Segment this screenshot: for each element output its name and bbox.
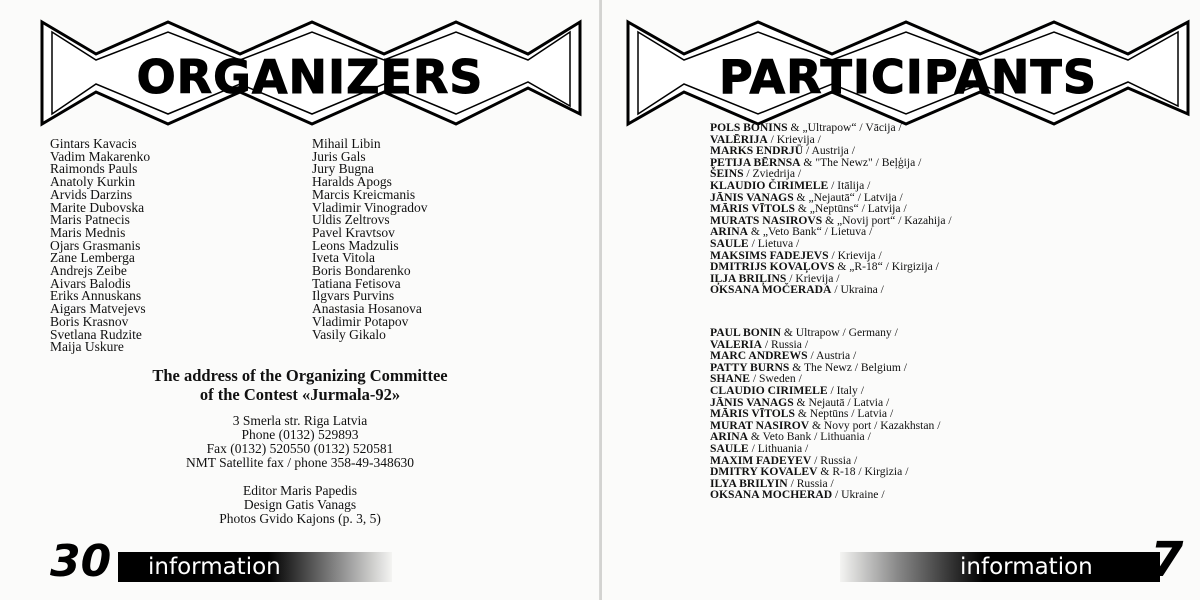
participant-details: / Krievija /	[786, 271, 840, 285]
participants-list-english	[710, 327, 940, 501]
organizer-name: Vadim Makarenko	[50, 148, 151, 164]
participant-details: & The Newz / Belgium /	[789, 360, 907, 374]
participant-details: / Russia /	[811, 453, 858, 467]
organizer-name: Maija Uskure	[50, 339, 124, 355]
organizer-name: Maris Patnecis	[50, 212, 130, 228]
organizers-list-column-1	[50, 138, 150, 354]
participant-name: DMITRIJS KOVAĻOVS	[710, 260, 835, 274]
participant-name: SHANE	[710, 372, 750, 386]
participant-details: / Itālija /	[828, 178, 871, 192]
address-heading-line-2: of the Contest «Jurmala-92»	[199, 385, 401, 404]
credit-line: Editor Maris Papedis	[243, 483, 357, 498]
participant-details: / Ukraina /	[831, 283, 884, 297]
participant-details: & „Neptūns“ / Latvija /	[794, 202, 907, 216]
address-lines	[0, 414, 600, 470]
participant-name: PATTY BURNS	[710, 360, 790, 374]
participant-name: PETIJA BĒRNSA	[710, 155, 801, 169]
participant-name: VALERIA	[710, 337, 762, 351]
organizer-name: Iveta Vitola	[312, 250, 376, 266]
participants-list-latvian	[710, 122, 952, 296]
organizer-name: Ojars Grasmanis	[50, 237, 141, 253]
participant-name: OKSANA MOCHERAD	[710, 488, 833, 502]
right-page	[602, 0, 1200, 600]
participant-name: VALĒRIJA	[710, 132, 768, 146]
participant-details: & „Veto Bank“ / Lietuva /	[748, 225, 873, 239]
organizer-name: Eriks Annuskans	[50, 288, 142, 304]
footer-bar	[840, 552, 1160, 582]
participant-details: & Nejautā / Latvia /	[793, 395, 890, 409]
participant-details: & Novy port / Kazakhstan /	[809, 418, 941, 432]
participant-details: / Ukraine /	[832, 488, 885, 502]
organizer-name: Jury Bugna	[312, 161, 374, 177]
address-heading-line-1: The address of the Organizing Committee	[152, 366, 448, 385]
page-number: 30	[50, 536, 112, 587]
participant-details: & „Novij port“ / Kazahija /	[822, 213, 952, 227]
page-title: ORGANIZERS	[136, 50, 484, 104]
organizer-name: Anatoly Kurkin	[50, 174, 136, 190]
organizer-name: Marite Dubovska	[50, 199, 145, 215]
participant-name: ARINA	[710, 225, 749, 239]
organizer-name: Tatiana Fetisova	[312, 275, 401, 291]
participant-details: & R-18 / Kirgizia /	[817, 465, 909, 479]
organizer-name: Pavel Kravtsov	[312, 224, 395, 240]
organizer-name: Ilgvars Purvins	[312, 288, 395, 304]
page-number: 7	[1150, 532, 1184, 588]
participant-name: JĀNIS VANAGS	[710, 190, 794, 204]
participant-name: MARC ANDREWS	[710, 349, 808, 363]
participant-row	[710, 489, 940, 501]
participant-name: KLAUDIO ČIRIMELE	[710, 178, 829, 192]
participant-details: & „R-18“ / Kirgizija /	[834, 260, 939, 274]
participant-details: / Krievija /	[828, 248, 882, 262]
participant-name: SAULE	[710, 441, 749, 455]
participant-details: / Austria /	[807, 349, 857, 363]
participant-name: SAULE	[710, 236, 749, 250]
organizer-name: Aigars Matvejevs	[50, 301, 146, 317]
organizers-list-column-2	[312, 138, 428, 341]
organizer-name: Vladimir Vinogradov	[312, 199, 428, 215]
participant-name: POLS BONINS	[710, 121, 788, 134]
participants-banner	[622, 18, 1194, 130]
participant-name: MAXIM FADEYEV	[710, 453, 812, 467]
participant-name: MAKSIMS FADEJEVS	[710, 248, 829, 262]
participant-details: / Krievija /	[767, 132, 821, 146]
organizer-name: Zane Lemberga	[50, 250, 135, 266]
participant-details: / Russia /	[761, 337, 809, 351]
address-heading	[0, 366, 600, 404]
participant-details: & „Nejautā“ / Latvija /	[793, 190, 903, 204]
organizer-name: Arvids Darzins	[50, 186, 133, 202]
organizer-name: Boris Krasnov	[50, 313, 129, 329]
organizer-name: Haralds Apogs	[312, 174, 392, 190]
participant-details: & „Ultrapow“ / Vācija /	[787, 121, 902, 134]
participant-details: / Austrija /	[803, 144, 855, 158]
address-line: 3 Smerla str. Riga Latvia	[232, 413, 368, 428]
participant-details: / Sweden /	[749, 372, 802, 386]
participant-name: ŠEINS	[710, 167, 744, 181]
participant-row	[710, 284, 952, 296]
participant-name: ILYA BRILYIN	[710, 476, 788, 490]
footer-label: information	[148, 554, 281, 580]
participant-name: OKSANA MOČERADA	[710, 283, 832, 297]
participant-name: IĻJA BRIĻINS	[710, 271, 787, 285]
address-line: NMT Satellite fax / phone 358-49-348630	[185, 455, 415, 470]
organizer-name: Aivars Balodis	[50, 275, 131, 291]
participant-details: / Lithuania /	[748, 441, 809, 455]
participant-name: PAUL BONIN	[710, 326, 781, 339]
organizer-name: Boris Bondarenko	[312, 263, 411, 279]
participant-details: & "The Newz" / Beļģija /	[800, 155, 922, 169]
organizer-name: Gintars Kavacis	[50, 136, 137, 151]
organizer-name: Svetlana Rudzite	[50, 326, 142, 342]
organizer-name: Raimonds Pauls	[50, 161, 138, 177]
credit-line: Photos Gvido Kajons (p. 3, 5)	[219, 511, 381, 526]
organizer-name: Maris Mednis	[50, 224, 126, 240]
participant-details: & Veto Bank / Lithuania /	[748, 430, 871, 444]
organizer-name: Anastasia Hosanova	[312, 301, 422, 317]
participant-details: / Russia /	[787, 476, 834, 490]
participant-name: ARINA	[710, 430, 749, 444]
organizer-name: Vasily Gikalo	[312, 326, 386, 342]
organizers-banner	[36, 18, 584, 130]
organizer-name: Leons Madzulis	[312, 237, 399, 253]
credit-line: Design Gatis Vanags	[243, 497, 357, 512]
footer-bar	[118, 552, 392, 582]
participant-details: / Lietuva /	[748, 236, 800, 250]
credits	[0, 484, 600, 526]
organizer-name: Uldis Zeltrovs	[312, 212, 390, 228]
organizer-name: Juris Gals	[312, 148, 366, 164]
participant-name: MURAT NASIROV	[710, 418, 810, 432]
page-title: PARTICIPANTS	[719, 50, 1097, 104]
footer-label: information	[960, 554, 1093, 580]
address-line: Fax (0132) 520550 (0132) 520581	[206, 441, 394, 456]
organizer-name: Andrejs Zeibe	[50, 263, 127, 279]
participant-name: MURATS NASIROVS	[710, 213, 823, 227]
participant-name: MARKS ENDRJŪ	[710, 144, 804, 158]
address-line: Phone (0132) 529893	[241, 427, 359, 442]
participant-name: JĀNIS VANAGS	[710, 395, 794, 409]
participant-name: MĀRIS VĪTOLS	[710, 407, 795, 421]
organizer-name: Mihail Libin	[312, 136, 381, 151]
organizer-name: Marcis Kreicmanis	[312, 186, 416, 202]
participant-name: MĀRIS VĪTOLS	[710, 202, 795, 216]
organizer-name: Vladimir Potapov	[312, 313, 409, 329]
participant-details: & Neptūns / Latvia /	[794, 407, 894, 421]
organizing-committee-address	[0, 366, 600, 526]
participant-name: CLAUDIO CIRIMELE	[710, 383, 828, 397]
participant-details: / Italy /	[827, 383, 864, 397]
participant-name: DMITRY KOVALEV	[710, 465, 818, 479]
participant-details: / Zviedrija /	[743, 167, 802, 181]
participant-details: & Ultrapow / Germany /	[780, 326, 898, 339]
